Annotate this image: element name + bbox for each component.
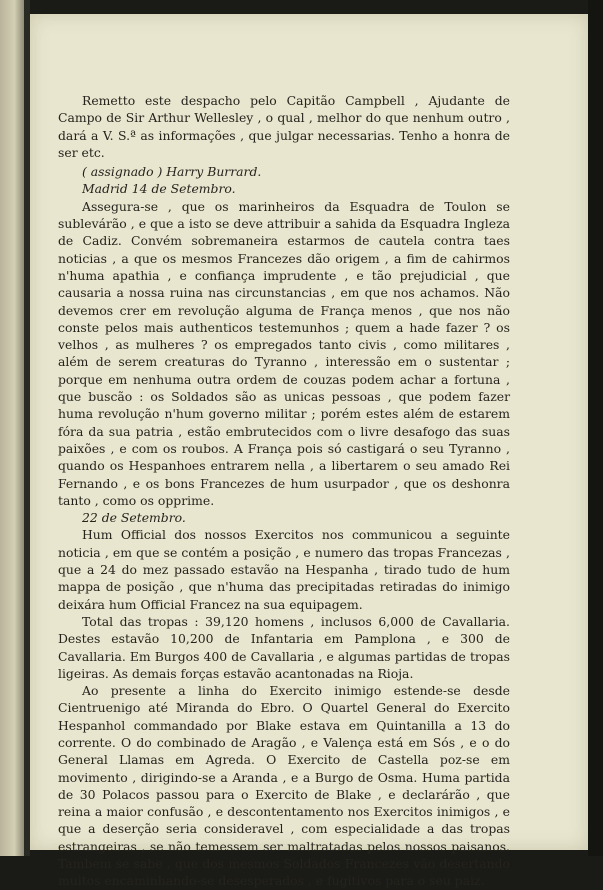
paragraph-4: Total das tropas : 39,120 homens , inclusos 6,000 de Cavallaria. Destes estavão 10,200 de Infantaria em Pamplona , e 300 de Cavallaria. Em Burgos 400 de Cavallaria , e algumas partidas de tropas ligeiras. As demais forças estavão acantonadas na Rioja. [58,613,510,681]
paragraph-2: Assegura-se , que os marinheiros da Esquadra de Toulon se sublevárão , e que a isto se deve attribuir a sahida da Esquadra Ingleza de Cadiz. Convém sobremaneira estarmos de cautela contra taes noticias , a que os mesmos Francezes dão origem , a fim de cahirmos n'huma apathia , e confiança imprudente , e tão prejudicial , que causaria a nossa ruina nas circunstancias , em que nos achamos. Não devemos crer em revolução alguma de França menos , que nos não conste pelos mais authenticos testemunhos ; quem a hade fazer ? os velhos , as mulheres ? os empregados tanto civis , como militares , além de serem creaturas do Tyranno , interessão em o sustentar ; porque em nenhuma outra ordem de couzas podem achar a fortuna , que buscão : os Soldados são as unicas pessoas , que podem fazer huma revolução n'hum governo militar ; porém estes além de estarem fóra da sua patria , estão embrutecidos com o livre desafogo das suas paixões , e com os roubos. A França pois só castigará o seu Tyranno , quando os Hespanhoes entrarem nella , a libertarem o seu amado Rei Fernando , e os bons Francezes de hum usurpador , que os deshonra tanto , como os opprime. [58,198,510,508]
paragraph-1: Remetto este despacho pelo Capitão Campbell , Ajudante de Campo de Sir Arthur Wellesley , o qual , melhor do que nenhum outro , dará a V. S.ª as informações , que julgar necessarias. Tenho a honra de ser etc. [58,93,510,160]
right-page-edge [588,0,603,856]
paragraph-3: Hum Official dos nossos Exercitos nos communicou a seguinte noticia , em que se contém a posição , e numero das tropas Francezas , que a 24 do mez passado estavão na Hespanha , tirado tudo de hum mappa de posição , que n'huma das precipitadas retiradas do inimigo deixára hum Official Francez na sua equipagem. [58,527,510,612]
heading-date: 22 de Setembro. [82,510,186,526]
signature: ( assignado ) Harry Burrard. [82,164,262,180]
heading-madrid: Madrid 14 de Setembro. [82,181,236,197]
document-text [58,92,510,890]
adjacent-page-edge [0,0,24,856]
paragraph-5: Ao presente a linha do Exercito inimigo estende-se desde Cientruenigo até Miranda do Ebro. O Quartel General do Exercito Hespanhol commandado por Blake estava em Quintanilla a 13 do corrente. O do combinado de Aragão , e Valença está em Sós , e o do General Llamas em Agreda. O Exercito de Castella poz-se em movimento , dirigindo-se a Aranda , e a Burgo de Osma. Huma partida de 30 Polacos passou para o Exercito de Blake , e declarárão , que reina a maior confusão , e descontentamento nos Exercitos inimigos , e que a deserção seria consideravel , com especialidade a das tropas estrangeiras , se não temessem ser maltratadas pelos nossos paisanos. Tambem se sabe , que dos mesmos Soldados Francezes vão desertando muitos encaminhando-se desesperados , e fugitivos para o seu paiz. [58,683,510,889]
